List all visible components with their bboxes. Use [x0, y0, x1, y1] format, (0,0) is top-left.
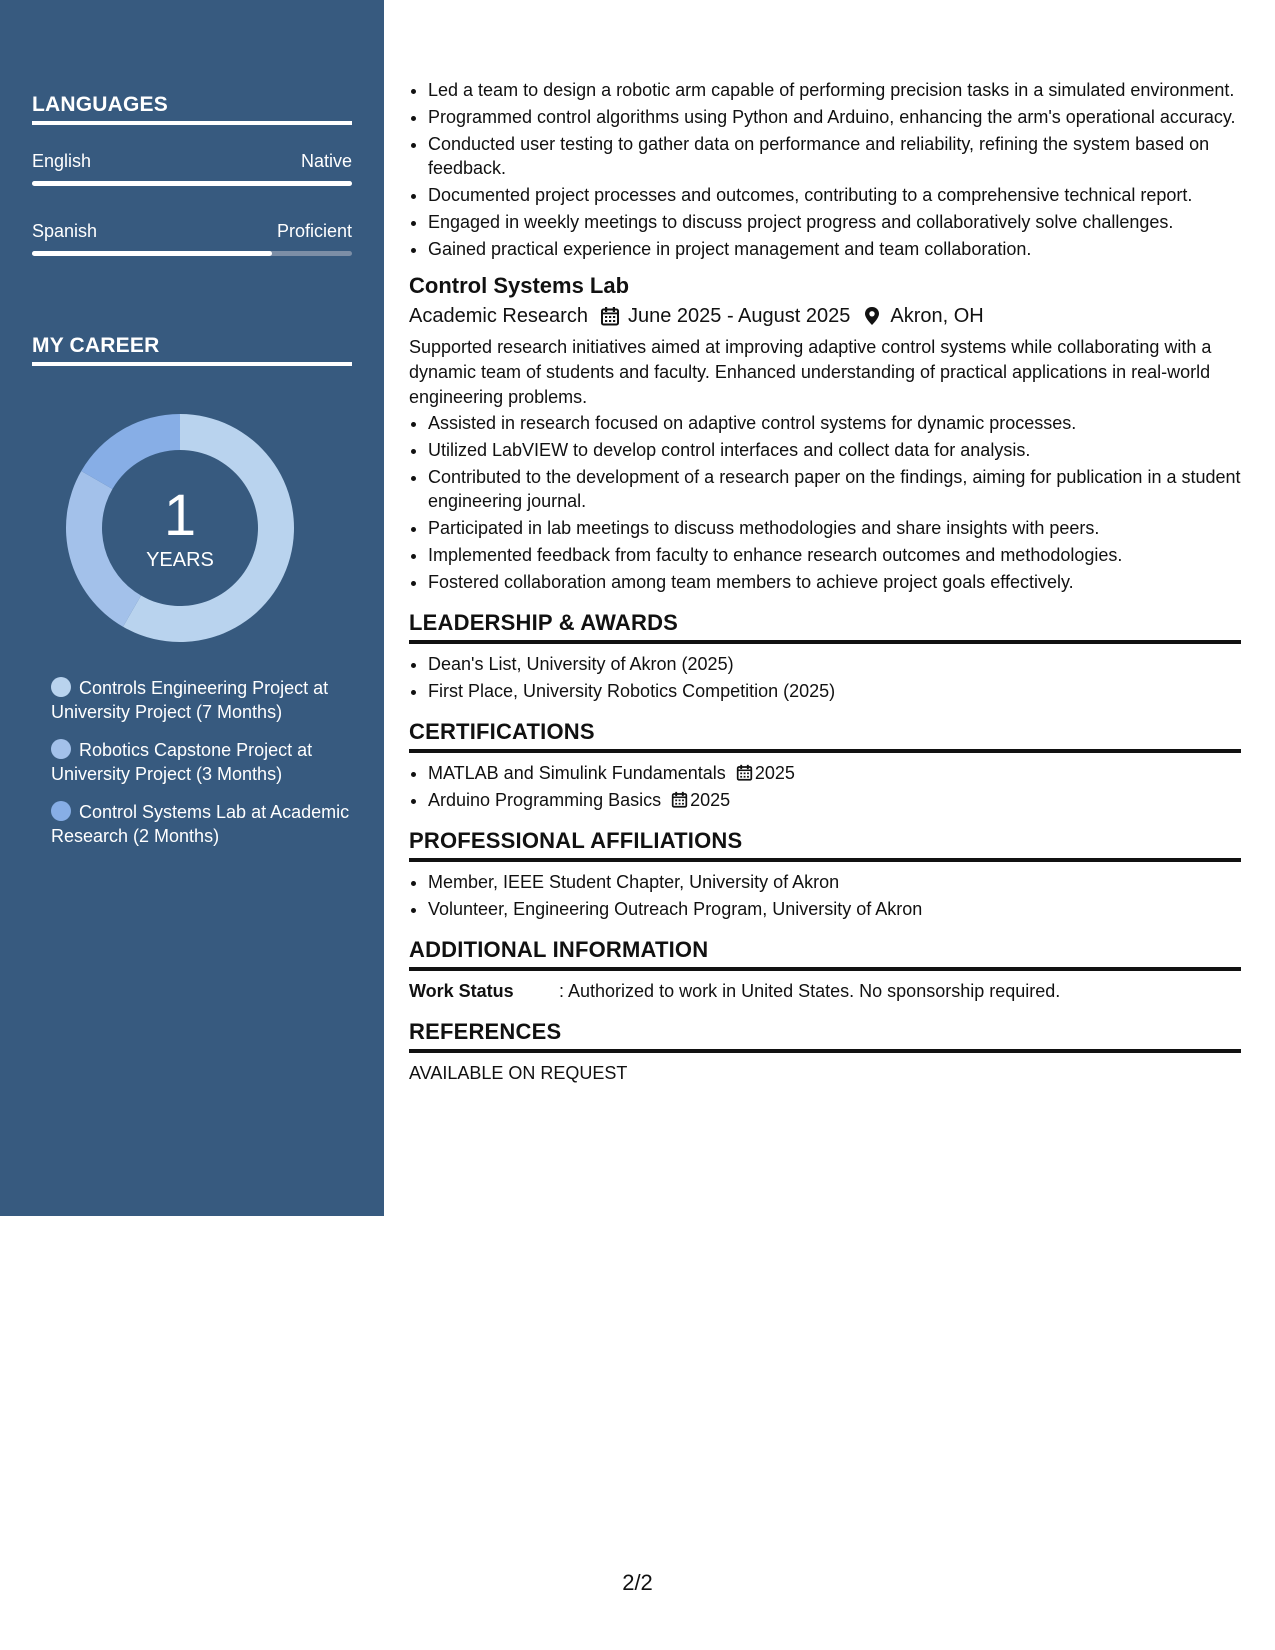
list-item: • Utilized LabVIEW to develop control interfaces and collect data for analysis.	[428, 438, 1241, 462]
career-years-value: 1	[163, 483, 197, 548]
certification-name: Arduino Programming Basics	[428, 790, 662, 810]
job-organization: Academic Research	[409, 305, 588, 327]
calendar-icon	[671, 791, 688, 808]
language-proficiency-bar	[32, 251, 352, 256]
work-status-row	[409, 979, 1241, 1003]
list-item: • Volunteer, Engineering Outreach Program, University of Akron	[428, 897, 1241, 921]
job-bullet-list	[409, 411, 1241, 594]
certification-year: 2025	[754, 763, 795, 783]
list-item: • Programmed control algorithms using Python and Arduino, enhancing the arm's operational accuracy.	[428, 105, 1241, 129]
job-dates: June 2025 - August 2025	[627, 305, 851, 327]
affiliations-list	[409, 870, 1241, 921]
career-legend-label: Control Systems Lab at Academic Research (2 Months)	[51, 802, 350, 846]
career-legend-item	[51, 738, 351, 786]
career-heading: MY CAREER	[32, 334, 352, 366]
work-status-label: Work Status	[409, 981, 514, 1001]
career-legend-item	[51, 800, 351, 848]
leadership-list	[409, 652, 1241, 703]
calendar-icon	[736, 764, 753, 781]
additional-info-heading: ADDITIONAL INFORMATION	[409, 935, 1241, 971]
list-item: • Documented project processes and outcomes, contributing to a comprehensive technical report.	[428, 183, 1241, 207]
list-item: • Assisted in research focused on adaptive control systems for dynamic processes.	[428, 411, 1241, 435]
certifications-list	[409, 761, 1241, 812]
list-item: • Conducted user testing to gather data on performance and reliability, refining the system based on feedback.	[428, 132, 1241, 180]
references-heading: REFERENCES	[409, 1017, 1241, 1053]
work-status-value: : Authorized to work in United States. No sponsorship required.	[559, 981, 1061, 1001]
list-item: • Dean's List, University of Akron (2025)	[428, 652, 1241, 676]
certifications-heading: CERTIFICATIONS	[409, 717, 1241, 753]
leadership-heading: LEADERSHIP & AWARDS	[409, 608, 1241, 644]
legend-dot-icon	[51, 739, 71, 759]
languages-heading: LANGUAGES	[32, 93, 352, 125]
language-name: English	[32, 151, 92, 171]
sidebar	[0, 0, 384, 1216]
page-number: 2/2	[622, 1570, 653, 1595]
language-proficiency-bar	[32, 181, 352, 186]
calendar-icon	[600, 306, 620, 326]
language-level: Proficient	[276, 221, 352, 241]
language-name: Spanish	[32, 221, 98, 241]
list-item: • Member, IEEE Student Chapter, University of Akron	[428, 870, 1241, 894]
language-level: Native	[300, 151, 352, 171]
list-item: • Fostered collaboration among team members to achieve project goals effectively.	[428, 570, 1241, 594]
list-item: • Contributed to the development of a research paper on the findings, aiming for publication in a student engineering journal.	[428, 465, 1241, 513]
main-content	[409, 78, 1241, 1085]
legend-dot-icon	[51, 677, 71, 697]
certification-item	[428, 761, 1241, 785]
list-item: • First Place, University Robotics Competition (2025)	[428, 679, 1241, 703]
certification-name: MATLAB and Simulink Fundamentals	[428, 763, 726, 783]
list-item: • Engaged in weekly meetings to discuss project progress and collaboratively solve challenges.	[428, 210, 1241, 234]
list-item: • Gained practical experience in project management and team collaboration.	[428, 237, 1241, 261]
job-location: Akron, OH	[890, 305, 984, 327]
list-item: • Led a team to design a robotic arm capable of performing precision tasks in a simulated environment.	[428, 78, 1241, 102]
job-title: Control Systems Lab	[409, 273, 630, 298]
career-legend-item	[51, 676, 351, 724]
list-item: • Participated in lab meetings to discuss methodologies and share insights with peers.	[428, 516, 1241, 540]
list-item: • Implemented feedback from faculty to enhance research outcomes and methodologies.	[428, 543, 1241, 567]
language-proficiency-fill	[32, 181, 352, 186]
legend-dot-icon	[51, 801, 71, 821]
career-legend	[51, 676, 351, 862]
career-legend-label: Robotics Capstone Project at University Project (3 Months)	[51, 740, 313, 784]
career-years-unit: YEARS	[146, 549, 214, 571]
job-description: Supported research initiatives aimed at improving adaptive control systems while collaborating with a dynamic team of students and faculty. Enhanced understanding of practical applications in real-world engineering problems.	[409, 337, 1212, 407]
affiliations-heading: PROFESSIONAL AFFILIATIONS	[409, 826, 1241, 862]
project-bullet-list	[409, 78, 1241, 261]
references-text: AVAILABLE ON REQUEST	[409, 1063, 628, 1083]
career-legend-label: Controls Engineering Project at University Project (7 Months)	[51, 678, 329, 722]
certification-item	[428, 788, 1241, 812]
location-pin-icon	[862, 306, 882, 326]
job-meta	[409, 301, 1241, 331]
certification-year: 2025	[690, 790, 731, 810]
language-proficiency-fill	[32, 251, 272, 256]
career-donut-slice	[81, 414, 180, 489]
